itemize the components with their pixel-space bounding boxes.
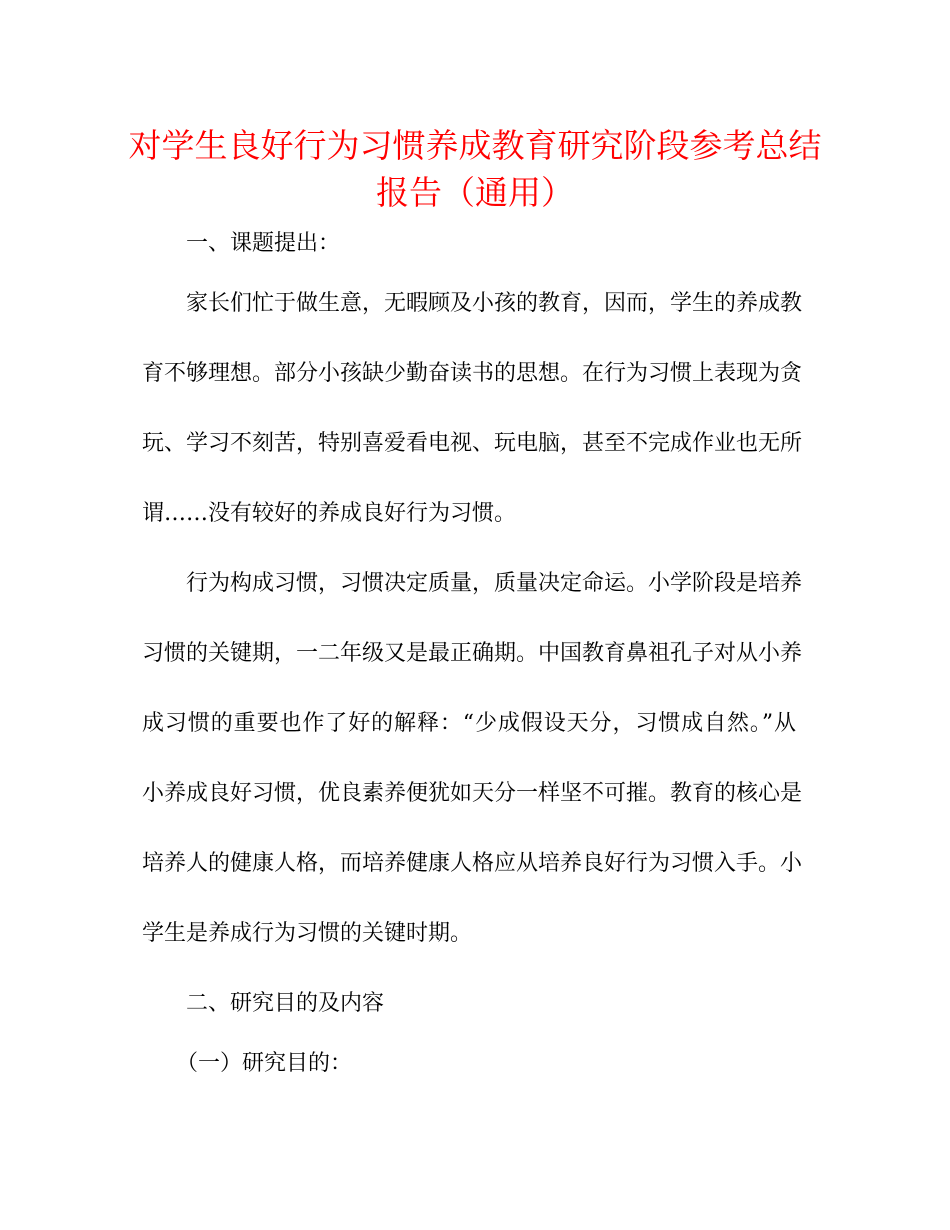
paragraph-1-line-1: 家长们忙于做生意，无暇顾及小孩的教育，因而，学生的养成教 — [186, 291, 803, 316]
paragraph-2-line-6: 学生是养成行为习惯的关键时期。 — [142, 921, 473, 946]
section-heading-1: 一、课题提出： — [186, 231, 341, 256]
subsection-heading-1: （一）研究目的： — [176, 1051, 353, 1076]
paragraph-1-line-4: 谓……没有较好的养成良好行为习惯。 — [142, 501, 517, 526]
paragraph-2-line-1: 行为构成习惯，习惯决定质量，质量决定命运。小学阶段是培养 — [186, 571, 803, 596]
document-title-line-2: 报告（通用） — [376, 173, 574, 212]
document-title-line-1: 对学生良好行为习惯养成教育研究阶段参考总结 — [128, 126, 822, 165]
paragraph-2-line-2: 习惯的关键期，一二年级又是最正确期。中国教育鼻祖孔子对从小养 — [142, 641, 803, 666]
paragraph-1-line-3: 玩、学习不刻苦，特别喜爱看电视、玩电脑，甚至不完成作业也无所 — [142, 431, 803, 456]
paragraph-2-line-3: 成习惯的重要也作了好的解释：“少成假设天分，习惯成自然。”从 — [142, 711, 796, 736]
paragraph-1-line-2: 育不够理想。部分小孩缺少勤奋读书的思想。在行为习惯上表现为贪 — [142, 361, 803, 386]
paragraph-2-line-4: 小养成良好习惯，优良素养便犹如天分一样坚不可摧。教育的核心是 — [142, 781, 803, 806]
section-heading-2: 二、研究目的及内容 — [186, 991, 385, 1016]
paragraph-2-line-5: 培养人的健康人格，而培养健康人格应从培养良好行为习惯入手。小 — [142, 851, 803, 876]
